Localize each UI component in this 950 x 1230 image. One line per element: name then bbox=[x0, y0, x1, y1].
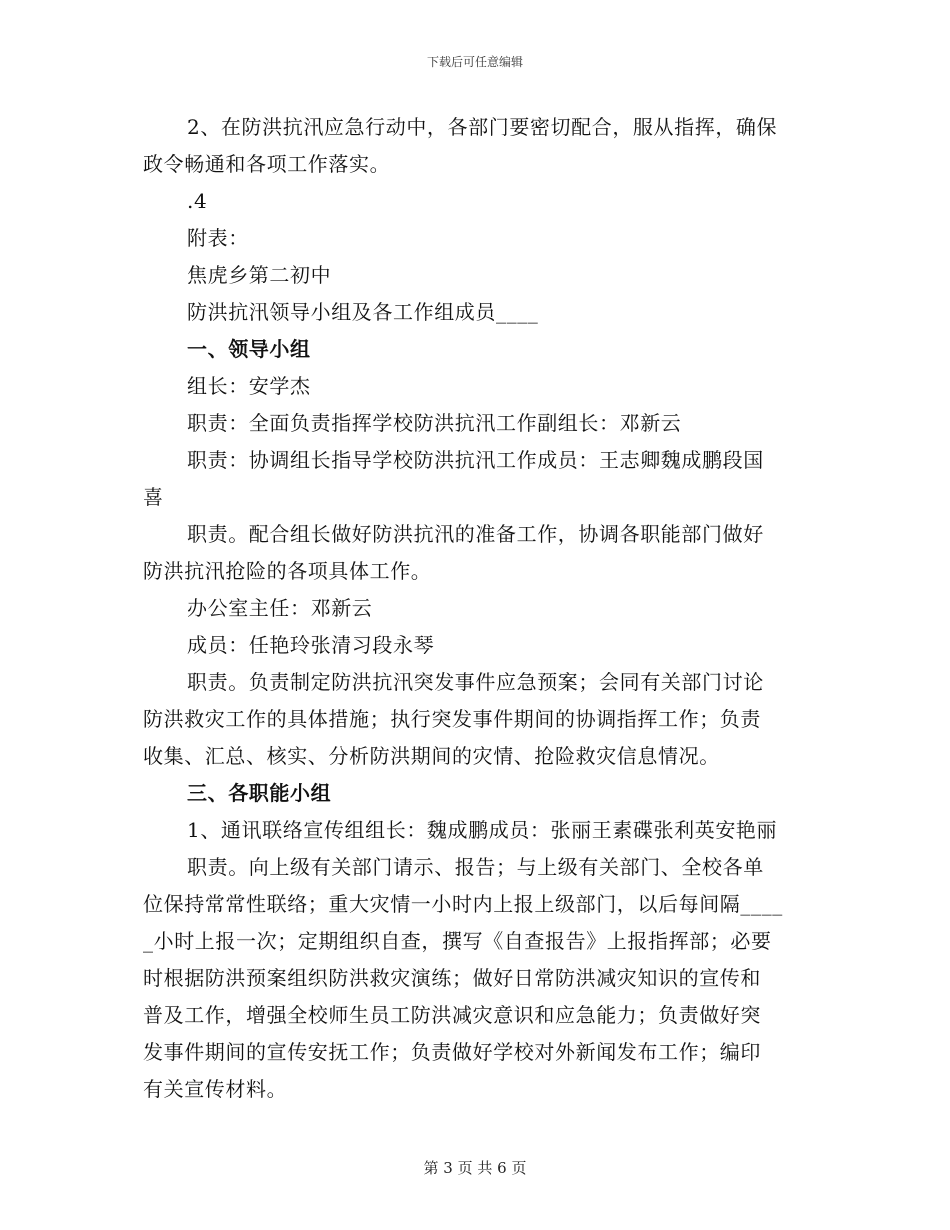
paragraph-line: 1、通讯联络宣传组组长：魏成鹏成员：张丽王素碟张利英安艳丽 bbox=[187, 818, 778, 842]
paragraph-line: 办公室主任：邓新云 bbox=[187, 596, 373, 620]
paragraph-line: 防洪救灾工作的具体措施；执行突发事件期间的协调指挥工作；负责 bbox=[143, 707, 761, 731]
page-number: 第 3 页 共 6 页 bbox=[423, 1159, 527, 1177]
paragraph-line: 时根据防洪预案组织防洪救灾演练；做好日常防洪减灾知识的宣传和 bbox=[143, 966, 761, 990]
paragraph-line: 焦虎乡第二初中 bbox=[187, 263, 332, 287]
paragraph-line: 政令畅通和各项工作落实。 bbox=[143, 152, 391, 176]
paragraph-line: 成员：任艳玲张清习段永琴 bbox=[187, 633, 435, 657]
paragraph-line: 2、在防洪抗汛应急行动中，各部门要密切配合，服从指挥，确保 bbox=[187, 115, 778, 139]
paragraph-line: 职责：全面负责指挥学校防洪抗汛工作副组长：邓新云 bbox=[187, 411, 682, 435]
paragraph-line: 职责。配合组长做好防洪抗汛的准备工作，协调各职能部门做好 bbox=[187, 522, 764, 546]
paragraph-line: 有关宣传材料。 bbox=[143, 1077, 288, 1101]
paragraph-line: 发事件期间的宣传安抚工作；负责做好学校对外新闻发布工作；编印 bbox=[143, 1040, 761, 1064]
paragraph-line: _小时上报一次；定期组织自查，撰写《自查报告》上报指挥部；必要 bbox=[143, 929, 772, 953]
paragraph-line: 组长：安学杰 bbox=[187, 374, 311, 398]
paragraph-line: 位保持常常性联络；重大灾情一小时内上报上级部门，以后每间隔____ bbox=[143, 892, 783, 916]
paragraph-line: 职责：协调组长指导学校防洪抗汛工作成员：王志卿魏成鹏段国 bbox=[187, 448, 764, 472]
section-heading: 一、领导小组 bbox=[187, 337, 311, 361]
paragraph-line: 喜 bbox=[143, 485, 164, 509]
header-note: 下载后可任意编辑 bbox=[426, 55, 523, 69]
paragraph-line: 收集、汇总、核实、分析防洪期间的灾情、抢险救灾信息情况。 bbox=[143, 744, 720, 768]
paragraph-line: 附表： bbox=[187, 226, 249, 250]
paragraph-line: 职责。向上级有关部门请示、报告；与上级有关部门、全校各单 bbox=[187, 855, 764, 879]
paragraph-line: 职责。负责制定防洪抗汛突发事件应急预案；会同有关部门讨论 bbox=[187, 670, 764, 694]
paragraph-line: 普及工作，增强全校师生员工防洪减灾意识和应急能力；负责做好突 bbox=[143, 1003, 761, 1027]
paragraph-line: .4 bbox=[187, 189, 208, 213]
section-heading: 三、各职能小组 bbox=[187, 781, 332, 805]
document-body bbox=[143, 109, 803, 1108]
paragraph-line: 防洪抗汛抢险的各项具体工作。 bbox=[143, 559, 432, 583]
paragraph-line: 防洪抗汛领导小组及各工作组成员____ bbox=[187, 300, 539, 324]
